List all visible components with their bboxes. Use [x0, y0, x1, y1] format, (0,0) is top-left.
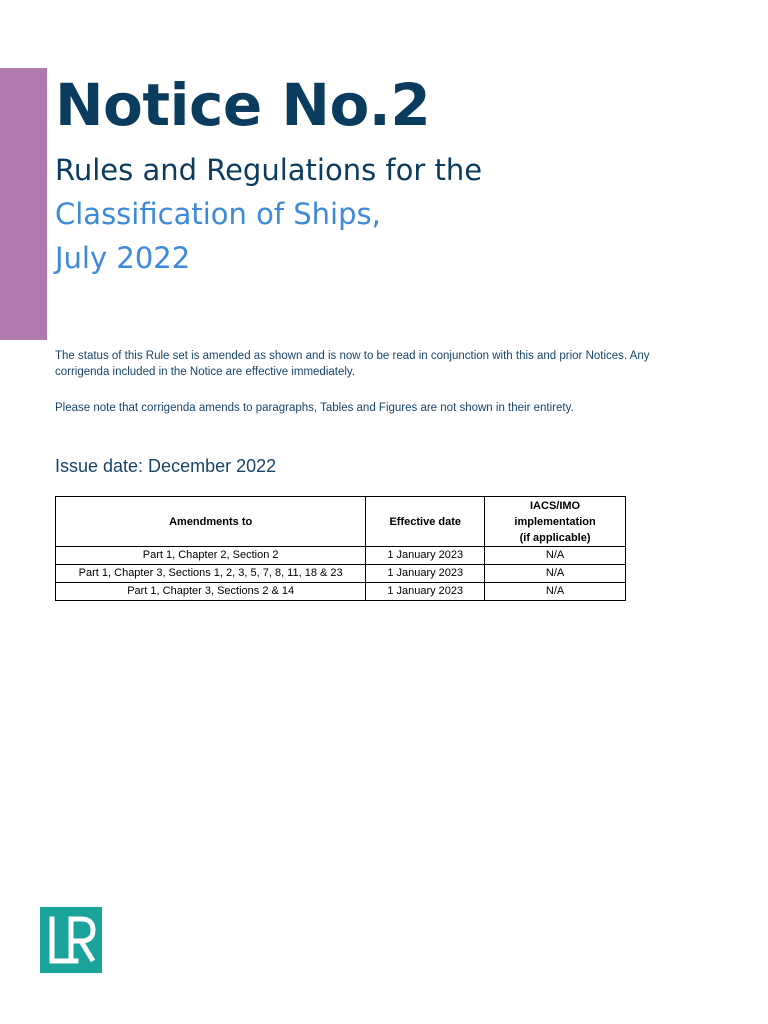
header-iacs-imo: [485, 497, 626, 547]
effective-date-cell: 1 January 2023: [366, 565, 485, 583]
lr-logo-icon: [40, 907, 102, 973]
subtitle: [55, 148, 482, 280]
status-paragraph: The status of this Rule set is amended as shown and is now to be read in conjunction with this and prior Notices. Any corrigenda included in the Notice are effective immediately.: [55, 350, 650, 378]
header-amendments-to: Amendments to: [56, 497, 366, 547]
header-iacs-line-1: IACS/IMO: [530, 499, 581, 512]
amendment-cell: Part 1, Chapter 3, Sections 1, 2, 3, 5, 7, 8, 11, 18 & 23: [56, 565, 366, 583]
implementation-cell: N/A: [485, 547, 626, 565]
header-iacs-line-2: implementation: [514, 515, 596, 528]
header-iacs-line-3: (if applicable): [519, 531, 591, 544]
effective-date-cell: 1 January 2023: [366, 583, 485, 601]
header-effective-date: Effective date: [366, 497, 485, 547]
subtitle-line-2: Classification of Ships,: [55, 197, 381, 231]
table-header-row: [56, 497, 626, 547]
table-row: [56, 583, 626, 601]
amendment-cell: Part 1, Chapter 2, Section 2: [56, 547, 366, 565]
amendment-cell: Part 1, Chapter 3, Sections 2 & 14: [56, 583, 366, 601]
page-title: Notice No.2: [55, 71, 431, 139]
table-row: [56, 565, 626, 583]
implementation-cell: N/A: [485, 565, 626, 583]
accent-bar: [0, 68, 47, 340]
table-row: [56, 547, 626, 565]
amendments-table: [55, 496, 626, 601]
subtitle-line-1: Rules and Regulations for the: [55, 153, 483, 187]
subtitle-line-3: July 2022: [55, 241, 191, 275]
issue-date: Issue date: December 2022: [55, 456, 277, 476]
effective-date-cell: 1 January 2023: [366, 547, 485, 565]
implementation-cell: N/A: [485, 583, 626, 601]
corrigenda-note: Please note that corrigenda amends to paragraphs, Tables and Figures are not shown in their entirety.: [55, 402, 574, 414]
